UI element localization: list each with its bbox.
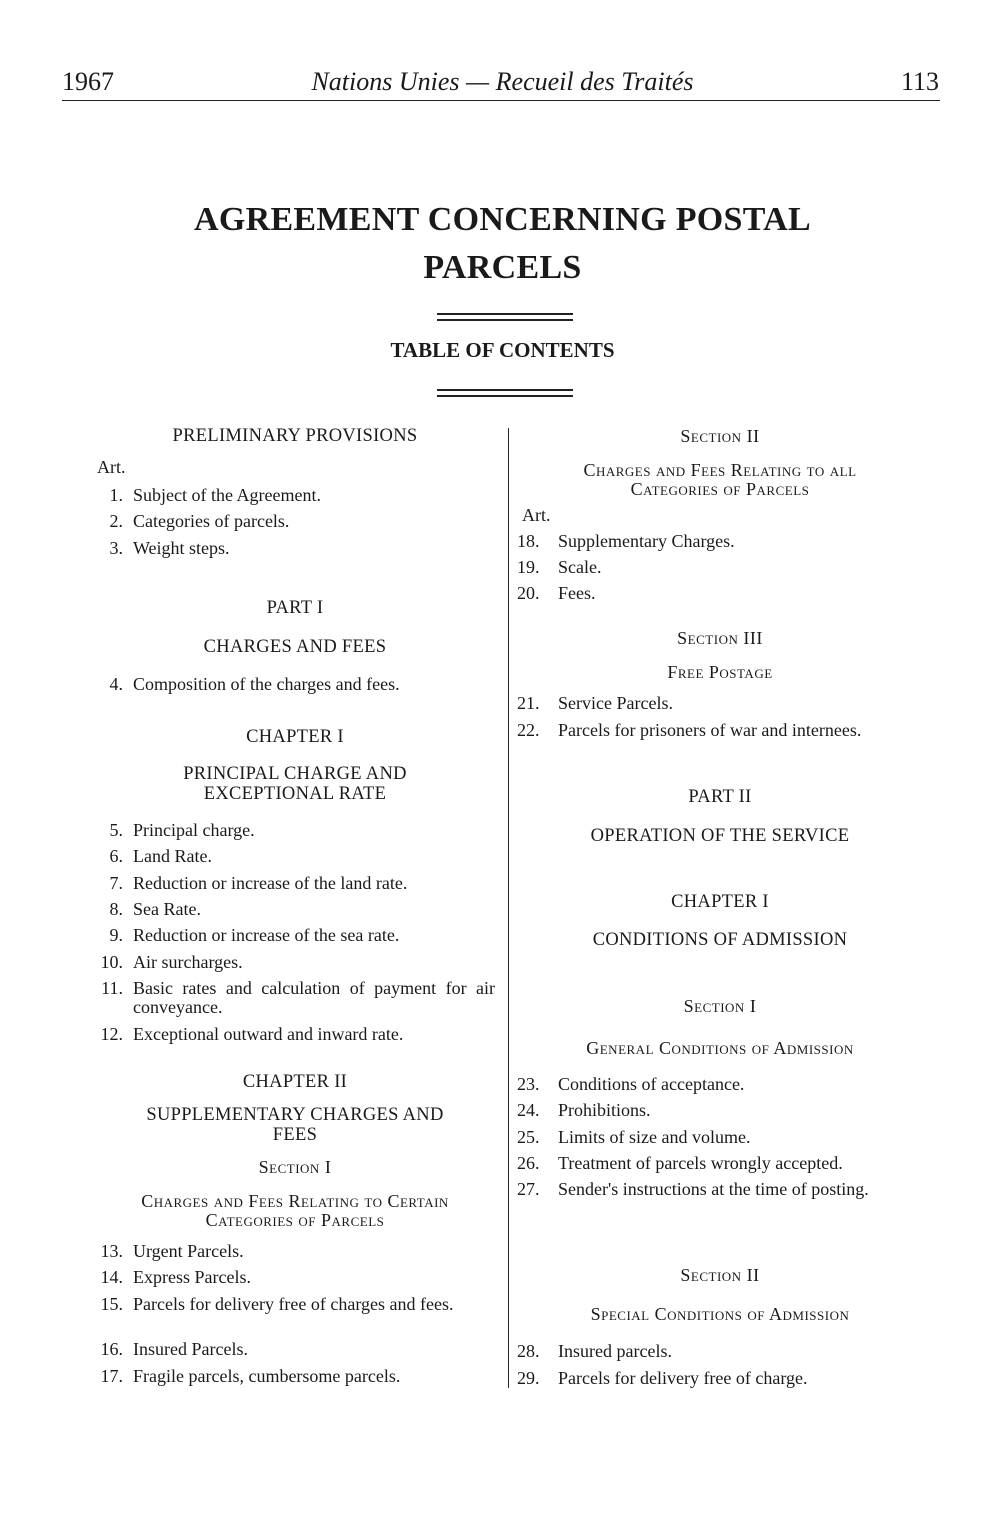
heading-section-2: Section II: [680, 426, 760, 446]
heading-section-1-title: Charges and Fees Relating to Certain: [141, 1191, 449, 1211]
entry-number: 26.: [517, 1153, 540, 1173]
entry-number: 1.: [109, 485, 123, 505]
entry-title: Service Parcels.: [558, 693, 673, 713]
heading-section-3: Section III: [677, 628, 763, 648]
entry-title: Weight steps.: [133, 538, 230, 558]
entry-title: Parcels for delivery free of charges and fees.: [133, 1294, 454, 1314]
entry-number: 7.: [109, 873, 123, 893]
entry-number: 19.: [517, 557, 540, 577]
decorative-double-rule: [437, 313, 573, 321]
heading-section-2-title-2: Categories of Parcels: [630, 479, 810, 499]
entry-number: 22.: [517, 720, 540, 740]
entry-title: Treatment of parcels wrongly accepted.: [558, 1153, 843, 1173]
entry-title: Express Parcels.: [133, 1267, 251, 1287]
entry-title: Categories of parcels.: [133, 511, 290, 531]
entry-title: Urgent Parcels.: [133, 1241, 244, 1261]
column-divider: [508, 428, 509, 1388]
toc-heading: TABLE OF CONTENTS: [390, 338, 615, 362]
heading-part-1: PART I: [266, 598, 324, 618]
entry-title: Reduction or increase of the land rate.: [133, 873, 408, 893]
heading-section-2-title: Charges and Fees Relating to all: [583, 460, 857, 480]
entry-title: Parcels for prisoners of war and internees.: [558, 720, 862, 740]
entry-title: Reduction or increase of the sea rate.: [133, 925, 400, 945]
heading-chapter-2: CHAPTER II: [242, 1072, 348, 1092]
entry-title: Principal charge.: [133, 820, 255, 840]
entry-title: Prohibitions.: [558, 1100, 651, 1120]
heading-section-2: Section II: [680, 1265, 760, 1285]
entry-number: 24.: [517, 1100, 540, 1120]
heading-section-1: Section I: [683, 996, 757, 1016]
entry-number: 6.: [109, 846, 123, 866]
entry-number: 10.: [100, 952, 123, 972]
entry-number: 27.: [517, 1179, 540, 1199]
entry-number: 13.: [100, 1241, 123, 1261]
entry-number: 21.: [517, 693, 540, 713]
entry-title: Basic rates and calculation of payment for air conveyance.: [133, 978, 495, 1017]
header-rule: [62, 100, 940, 101]
entry-number: 23.: [517, 1074, 540, 1094]
entry-title: Sender's instructions at the time of posting.: [558, 1179, 869, 1199]
heading-free-postage: Free Postage: [667, 662, 773, 682]
heading-conditions: CONDITIONS OF ADMISSION: [592, 930, 848, 950]
page-number: 113: [900, 67, 939, 96]
entry-title: Insured Parcels.: [133, 1339, 248, 1359]
document-title-line2: PARCELS: [423, 249, 582, 286]
entry-number: 2.: [109, 511, 123, 531]
heading-principal-charge-2: EXCEPTIONAL RATE: [203, 784, 387, 804]
entry-title: Subject of the Agreement.: [133, 485, 321, 505]
entry-number: 4.: [109, 674, 123, 694]
journal-title: Nations Unies — Recueil des Traités: [311, 67, 694, 96]
heading-special-conditions: Special Conditions of Admission: [590, 1304, 850, 1324]
entry-title: Fragile parcels, cumbersome parcels.: [133, 1366, 401, 1386]
heading-general-conditions: General Conditions of Admission: [586, 1038, 854, 1058]
entry-title: Exceptional outward and inward rate.: [133, 1024, 404, 1044]
entry-title: Sea Rate.: [133, 899, 201, 919]
entry-number: 17.: [100, 1366, 123, 1386]
entry-number: 18.: [517, 531, 540, 551]
entry-number: 29.: [517, 1368, 540, 1388]
entry-title: Supplementary Charges.: [558, 531, 735, 551]
heading-part-2: PART II: [688, 787, 752, 807]
heading-preliminary: PRELIMINARY PROVISIONS: [172, 426, 418, 446]
entry-title: Insured parcels.: [558, 1341, 672, 1361]
entry-title: Land Rate.: [133, 846, 212, 866]
entry-title: Parcels for delivery free of charge.: [558, 1368, 808, 1388]
entry-number: 14.: [100, 1267, 123, 1287]
entry-number: 12.: [100, 1024, 123, 1044]
heading-chapter-1: CHAPTER I: [246, 727, 344, 747]
heading-section-1-title-2: Categories of Parcels: [205, 1210, 385, 1230]
entry-title: Conditions of acceptance.: [558, 1074, 745, 1094]
heading-charges-and-fees: CHARGES AND FEES: [203, 637, 387, 657]
entry-number: 8.: [109, 899, 123, 919]
entry-title: Fees.: [558, 583, 596, 603]
heading-operation: OPERATION OF THE SERVICE: [590, 826, 850, 846]
entry-number: 16.: [100, 1339, 123, 1359]
entry-number: 5.: [109, 820, 123, 840]
heading-principal-charge: PRINCIPAL CHARGE AND: [183, 764, 407, 784]
heading-supplementary: SUPPLEMENTARY CHARGES AND: [146, 1105, 444, 1125]
entry-number: 28.: [517, 1341, 540, 1361]
document-title-line1: AGREEMENT CONCERNING POSTAL: [193, 201, 812, 238]
entry-number: 15.: [100, 1294, 123, 1314]
art-label: Art.: [97, 457, 126, 477]
heading-supplementary-2: FEES: [272, 1125, 318, 1145]
entry-number: 9.: [109, 925, 123, 945]
entry-number: 25.: [517, 1127, 540, 1147]
decorative-double-rule: [437, 389, 573, 397]
year: 1967: [62, 67, 114, 96]
entry-number: 20.: [517, 583, 540, 603]
entry-number: 3.: [109, 538, 123, 558]
entry-number: 11.: [101, 978, 123, 998]
entry-title: Limits of size and volume.: [558, 1127, 751, 1147]
entry-title: Scale.: [558, 557, 602, 577]
entry-title: Composition of the charges and fees.: [133, 674, 400, 694]
heading-section-1: Section I: [258, 1157, 332, 1177]
heading-chapter-1: CHAPTER I: [671, 892, 769, 912]
art-label: Art.: [522, 505, 551, 525]
entry-title: Air surcharges.: [133, 952, 243, 972]
